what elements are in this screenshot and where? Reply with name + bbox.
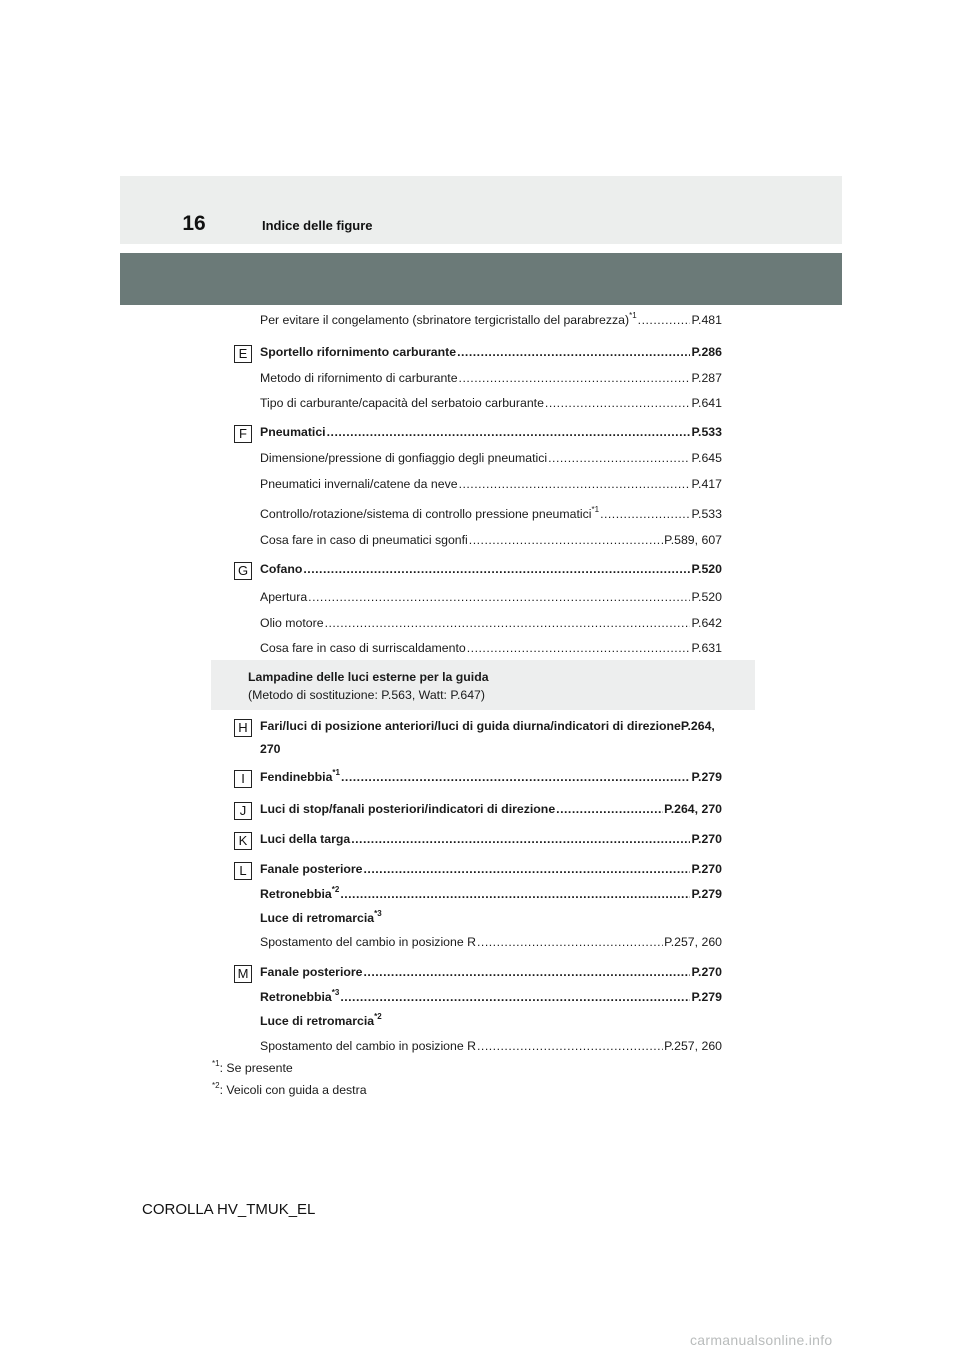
index-entry[interactable] — [260, 933, 722, 951]
h-entry-line2: 270 — [260, 742, 281, 756]
page-ref: P.533 — [691, 507, 722, 521]
entry-label: Luci di stop/fanali posteriori/indicatori di direzione — [260, 802, 556, 816]
entry-label: Cofano — [260, 562, 303, 576]
entry-label: Cosa fare in caso di surriscaldamento — [260, 641, 466, 655]
footnote-marker: *1 — [332, 768, 340, 777]
header-band — [120, 176, 842, 244]
index-entry[interactable] — [260, 343, 722, 361]
footnote-1: $^{*1}$: Se presente — [212, 1059, 293, 1075]
page-ref: P.589, 607 — [664, 533, 722, 547]
dot-leader — [308, 588, 690, 606]
marker-j: J — [234, 802, 252, 820]
entry-label: Apertura — [260, 590, 308, 604]
dot-leader — [340, 885, 690, 903]
index-entry[interactable] — [260, 505, 722, 523]
entry-label: Retronebbia$^{*2}$ — [260, 885, 340, 901]
page-ref: P.631 — [691, 641, 722, 655]
dot-leader — [638, 311, 691, 329]
footnote-marker: *3 — [331, 988, 340, 997]
index-entry[interactable] — [260, 614, 722, 632]
marker-e: E — [234, 345, 252, 363]
dot-leader — [600, 505, 690, 523]
lamp-box-title: Lampadine delle luci esterne per la guida — [248, 670, 489, 684]
index-entry[interactable] — [260, 885, 722, 903]
index-entry[interactable] — [260, 830, 722, 848]
footnote-marker: *2 — [331, 885, 340, 894]
marker-m: M — [234, 965, 252, 983]
index-entry[interactable] — [260, 963, 722, 981]
lamp-info-box — [211, 660, 755, 710]
page-ref: P.520 — [691, 562, 722, 576]
index-entry[interactable] — [260, 988, 722, 1006]
index-entry[interactable] — [260, 1037, 722, 1055]
page-ref: P.533 — [691, 425, 722, 439]
entry-label: Dimensione/pressione di gonfiaggio degli pneumatici — [260, 451, 548, 465]
index-entry[interactable] — [260, 860, 722, 878]
entry-label: Tipo di carburante/capacità del serbatoio carburante — [260, 396, 544, 410]
index-entry[interactable] — [260, 369, 722, 387]
dot-leader — [340, 988, 690, 1006]
dot-leader — [459, 475, 691, 493]
reverse-light-2: Luce di retromarcia$^{*2}$ — [260, 1012, 382, 1028]
index-entry[interactable] — [260, 800, 722, 818]
entry-label: Fanale posteriore — [260, 965, 363, 979]
marker-i: I — [234, 770, 252, 788]
page-ref: P.257, 260 — [664, 935, 722, 949]
dot-leader — [364, 963, 691, 981]
index-entry[interactable] — [260, 768, 722, 786]
entry-label: Pneumatici — [260, 425, 326, 439]
page-ref: P.641 — [691, 396, 722, 410]
entry-label: Retronebbia$^{*3}$ — [260, 988, 340, 1004]
marker-k: K — [234, 832, 252, 850]
marker-l: L — [234, 862, 252, 880]
index-entry[interactable] — [260, 394, 722, 412]
footnote-2: $^{*2}$: Veicoli con guida a destra — [212, 1081, 367, 1097]
dot-leader — [327, 423, 691, 441]
watermark: carmanualsonline.info — [690, 1332, 833, 1348]
index-entry[interactable] — [260, 588, 722, 606]
page-ref: P.270 — [691, 832, 722, 846]
entry-label: Controllo/rotazione/sistema di controllo pressione pneumatici$^{*1}$ — [260, 505, 600, 521]
index-entry[interactable] — [260, 449, 722, 467]
dot-leader — [548, 449, 690, 467]
marker-g: G — [234, 562, 252, 580]
page-ref: P.270 — [691, 862, 722, 876]
index-entry[interactable] — [260, 423, 722, 441]
dot-leader — [341, 768, 690, 786]
dot-leader — [351, 830, 690, 848]
dot-leader — [325, 614, 691, 632]
entry-label: Fanale posteriore — [260, 862, 363, 876]
index-entry[interactable] — [260, 311, 722, 329]
page-ref: P.279 — [691, 990, 722, 1004]
dot-leader — [469, 531, 663, 549]
entry-label: Metodo di rifornimento di carburante — [260, 371, 458, 385]
dot-leader — [467, 639, 691, 657]
lamp-box-subtitle: (Metodo di sostituzione: P.563, Watt: P.647) — [248, 688, 485, 702]
dot-leader — [556, 800, 663, 818]
page-ref: P.286 — [691, 345, 722, 359]
page-number: 16 — [182, 212, 206, 235]
dot-leader — [477, 933, 663, 951]
index-entry[interactable] — [260, 531, 722, 549]
marker-h: H — [234, 719, 252, 737]
entry-label: Cosa fare in caso di pneumatici sgonfi — [260, 533, 468, 547]
page-ref: P.642 — [691, 616, 722, 630]
page-ref: P.417 — [691, 477, 722, 491]
entry-label: Pneumatici invernali/catene da neve — [260, 477, 458, 491]
dot-leader — [459, 369, 691, 387]
entry-label: Spostamento del cambio in posizione R — [260, 1039, 477, 1053]
marker-f: F — [234, 425, 252, 443]
header-dark-band — [120, 253, 842, 305]
footnote-marker: *1 — [629, 311, 637, 320]
footnote-marker: *1 — [591, 505, 600, 514]
dot-leader — [457, 343, 690, 361]
model-code: COROLLA HV_TMUK_EL — [142, 1201, 316, 1218]
page-ref: P.481 — [691, 313, 722, 327]
page-ref: P.520 — [691, 590, 722, 604]
page-ref: P.279 — [691, 770, 722, 784]
index-entry[interactable] — [260, 560, 722, 578]
index-entry[interactable] — [260, 639, 722, 657]
entry-label: Luci della targa — [260, 832, 351, 846]
dot-leader — [303, 560, 690, 578]
entry-label: Fendinebbia$^{*1}$ — [260, 768, 340, 784]
page-ref: P.645 — [691, 451, 722, 465]
dot-leader — [477, 1037, 663, 1055]
page-ref: P.264, 270 — [664, 802, 722, 816]
dot-leader — [364, 860, 691, 878]
index-entry[interactable] — [260, 475, 722, 493]
dot-leader — [545, 394, 691, 412]
page-ref: P.287 — [691, 371, 722, 385]
reverse-light-1: Luce di retromarcia$^{*3}$ — [260, 909, 382, 925]
entry-label: Spostamento del cambio in posizione R — [260, 935, 477, 949]
entry-label: Olio motore — [260, 616, 324, 630]
page-ref: P.270 — [691, 965, 722, 979]
entry-label: Sportello rifornimento carburante — [260, 345, 457, 359]
entry-label: Per evitare il congelamento (sbrinatore tergicristallo del parabrezza)$^{*1}$ — [260, 311, 637, 327]
page-ref: P.257, 260 — [664, 1039, 722, 1053]
h-entry-line1[interactable]: Fari/luci di posizione anteriori/luci di guida diurna/indicatori di direzioneP.264, — [260, 719, 715, 733]
page-ref: P.279 — [691, 887, 722, 901]
section-title: Indice delle figure — [262, 218, 373, 233]
